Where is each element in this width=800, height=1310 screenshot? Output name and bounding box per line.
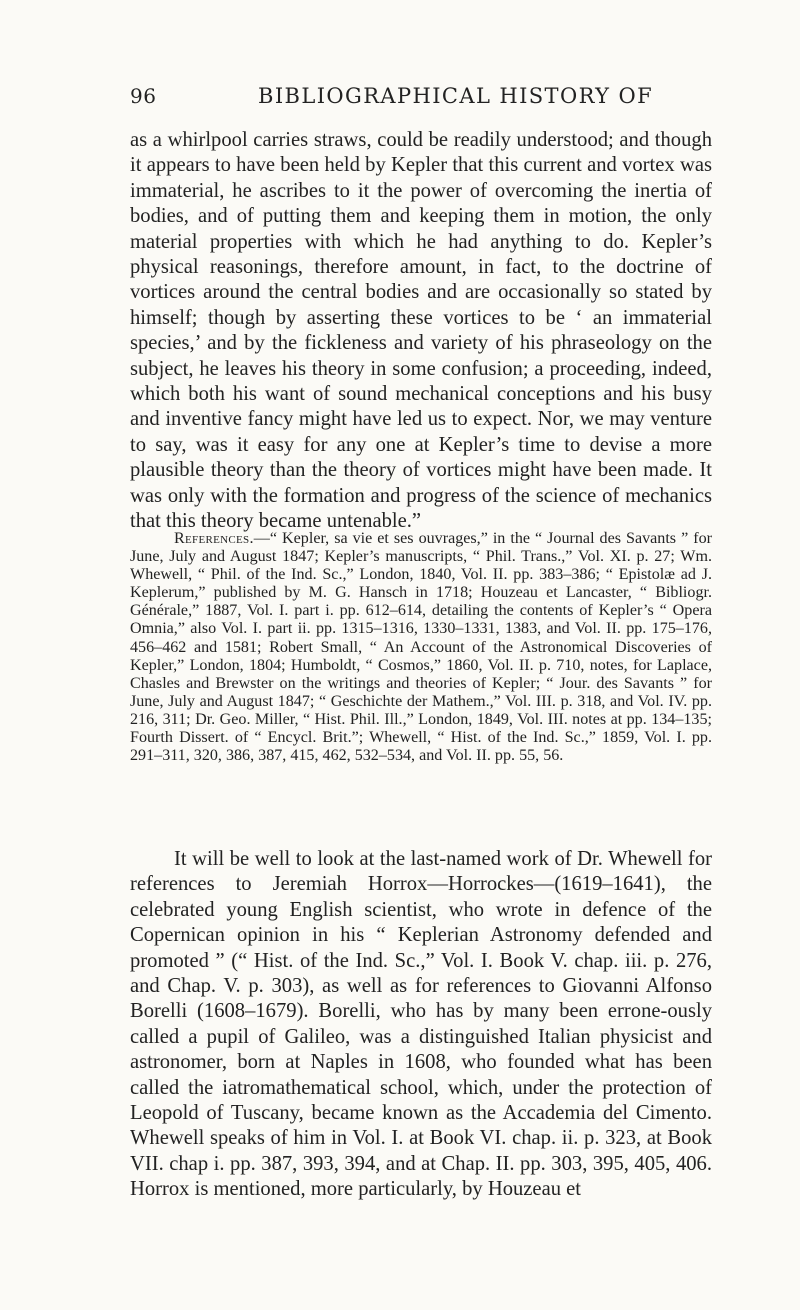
body-paragraph-2: It will be well to look at the last-named work of Dr. Whewell for references to Jeremiah Horrox—Horrockes—(1619–1641), the celebrated young English scientist, who wrote in defence of the Copernican opinion in his “ Keplerian Astronomy defended and promoted ” (“ Hist. of the Ind. Sc.,” Vol. I. Book V. chap. iii. p. 276, and Chap. V. p. 303), as well as for references to Giovanni Alfonso Borelli (1608–1679). Borelli, who has by many been errone-ously called a pupil of Galileo, was a distinguished Italian physicist and astronomer, born at Naples in 1608, who founded what has been called the iatromathematical school, which, under the protection of Leopold of Tuscany, became known as the Accademia del Cimento. Whewell speaks of him in Vol. I. at Book VI. chap. ii. p. 323, at Book VII. chap i. pp. 387, 393, 394, and at Chap. II. pp. 303, 395, 405, 406. Horrox is mentioned, more particularly, by Houzeau et — [130, 848, 712, 1201]
page-number: 96 — [130, 84, 157, 108]
references-label: References. — [174, 530, 254, 547]
references-text: —“ Kepler, sa vie et ses ouvrages,” in the “ Journal des Savants ” for June, July and August 1847; Kepler’s manuscripts, “ Phil. Trans.,” Vol. XI. p. 27; Wm. Whewell, “ Phil. of the Ind. Sc.,” London, 1840, Vol. II. pp. 383–386; “ Epistolæ ad J. Keplerum,” published by M. G. Hansch in 1718; Houzeau et Lancaster, “ Bibliogr. Générale,” 1887, Vol. I. part i. pp. 612–614, detailing the contents of Kepler’s “ Opera Omnia,” also Vol. I. part ii. pp. 1315–1316, 1330–1331, 1383, and Vol. II. pp. 175–176, 456–462 and 1581; Robert Small, “ An Account of the Astronomical Discoveries of Kepler,” London, 1804; Humboldt, “ Cosmos,” 1860, Vol. II. p. 710, notes, for Laplace, Chasles and Brewster on the writings and theories of Kepler; “ Jour. des Savants ” for June, July and August 1847; “ Geschichte der Mathem.,” Vol. III. p. 318, and Vol. IV. pp. 216, 311; Dr. Geo. Miller, “ Hist. Phil. Ill.,” London, 1849, Vol. III. notes at pp. 134–135; Fourth Dissert. of “ Encycl. Brit.”; Whewell, “ Hist. of the Ind. Sc.,” 1859, Vol. I. pp. 291–311, 320, 386, 387, 415, 462, 532–534, and Vol. II. pp. 55, 56. — [130, 530, 712, 765]
references-paragraph — [130, 530, 712, 765]
body-paragraph-1: as a whirlpool carries straws, could be readily understood; and though it appears to have been held by Kepler that this current and vortex was immaterial, he ascribes to it the power of overcoming the inertia of bodies, and of putting them and keeping them in motion, the only material properties with which he had anything to do. Kepler’s physical reasonings, therefore amount, in fact, to the doctrine of vortices around the central bodies and are occasionally so stated by himself; though by asserting these vortices to be ‘ an immaterial species,’ and by the fickleness and variety of his phraseology on the subject, he leaves his theory in some confusion; a proceeding, indeed, which both his want of sound mechanical conceptions and his busy and inventive fancy might have led us to expect. Nor, we may venture to say, was it easy for any one at Kepler’s time to devise a more plausible theory than the theory of vortices might have been made. It was only with the formation and progress of the science of mechanics that this theory became untenable.” — [130, 129, 712, 533]
page-header — [130, 84, 712, 114]
running-title: BIBLIOGRAPHICAL HISTORY OF — [258, 84, 654, 108]
